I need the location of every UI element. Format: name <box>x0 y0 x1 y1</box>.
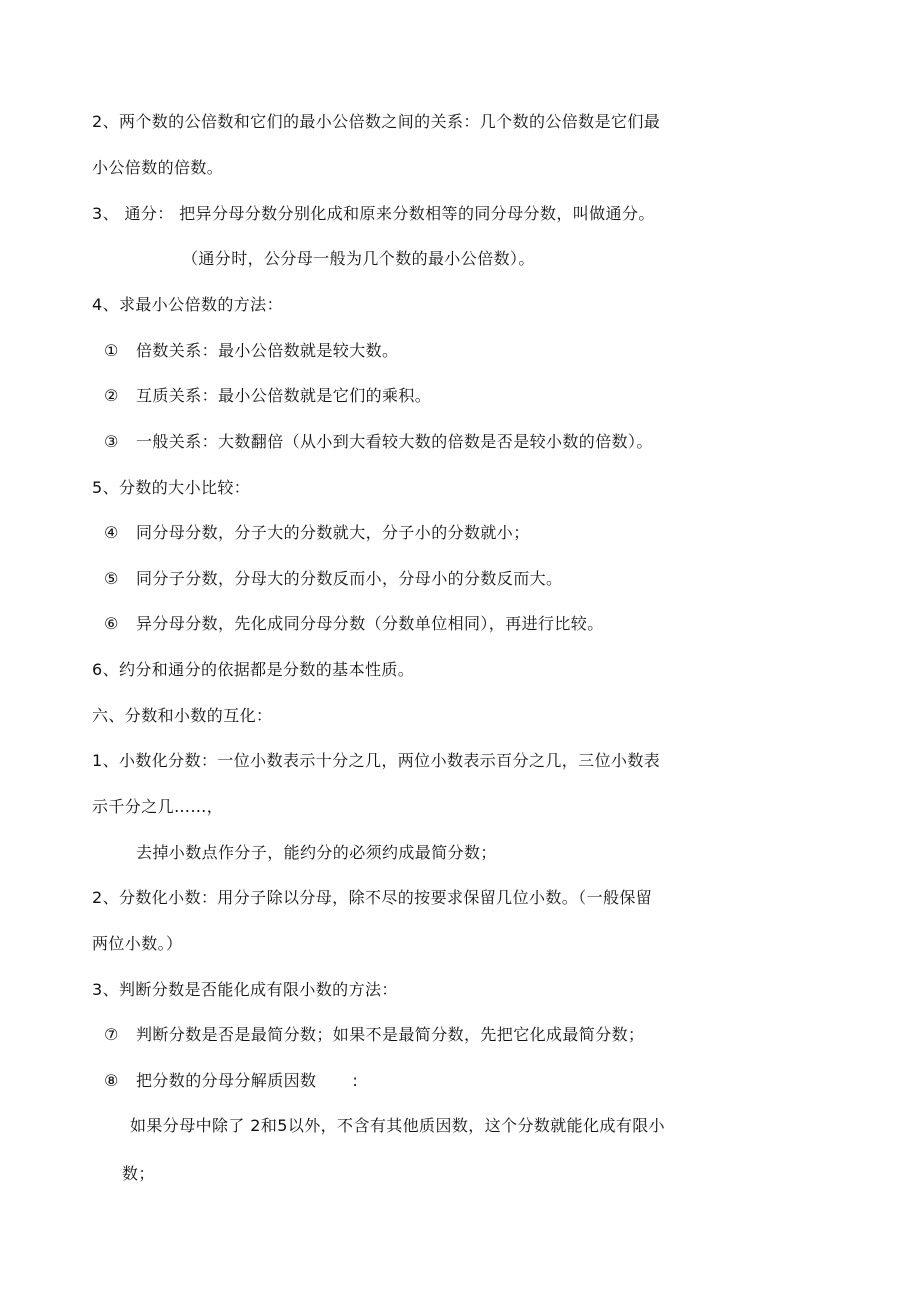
list-marker: ⑧ <box>104 1071 119 1090</box>
list-item-coprime-relation <box>104 385 431 407</box>
list-marker: ④ <box>104 523 119 542</box>
list-item-check-simplest <box>104 1024 644 1046</box>
list-item-text: 互质关系：最小公倍数就是它们的乘积。 <box>136 386 432 405</box>
list-item-text: 把分数的分母分解质因数 <box>136 1071 317 1090</box>
list-marker: ⑦ <box>104 1025 119 1044</box>
item-1-decimal-to-fraction-note: 去掉小数点作分子，能约分的必须约成最简分数； <box>136 843 497 862</box>
list-marker: ② <box>104 386 119 405</box>
list-item-same-denominator <box>104 522 530 544</box>
item-1-decimal-to-fraction-line1: 1、小数化分数：一位小数表示十分之几，两位小数表示百分之几，三位小数表 <box>92 751 661 770</box>
item-6-basis-statement: 6、约分和通分的依据都是分数的基本性质。 <box>92 660 415 679</box>
list-item-text: 判断分数是否是最简分数；如果不是最简分数，先把它化成最简分数； <box>136 1025 645 1044</box>
finite-decimal-rule-line1: 如果分母中除了 2和5以外，不含有其他质因数，这个分数就能化成有限小 <box>130 1116 666 1135</box>
item-2-common-multiples-line1: 2、两个数的公倍数和它们的最小公倍数之间的关系：几个数的公倍数是它们最 <box>92 112 661 131</box>
list-item-text: 一般关系：大数翻倍（从小到大看较大数的倍数是否是较小数的倍数）。 <box>136 432 653 451</box>
list-marker: ⑥ <box>104 614 119 633</box>
list-item-factor-denominator <box>104 1070 358 1092</box>
list-item-general-relation <box>104 431 653 453</box>
list-item-tail: : <box>352 1071 359 1090</box>
item-3-tongfen-definition: 3、 通分： 把异分母分数分别化成和原来分数相等的同分母分数，叫做通分。 <box>92 204 655 223</box>
list-item-multiple-relation <box>104 340 398 362</box>
finite-decimal-rule-line2: 数； <box>122 1164 155 1183</box>
item-3-finite-decimal-heading: 3、判断分数是否能化成有限小数的方法： <box>92 980 398 999</box>
list-item-same-numerator <box>104 568 562 590</box>
item-3-tongfen-note: （通分时，公分母一般为几个数的最小公倍数）。 <box>182 249 535 268</box>
item-2-fraction-to-decimal-line2: 两位小数。） <box>92 934 183 953</box>
item-2-common-multiples-line2: 小公倍数的倍数。 <box>92 158 224 177</box>
list-item-text: 异分母分数，先化成同分母分数（分数单位相同），再进行比较。 <box>136 614 604 633</box>
list-marker: ① <box>104 341 119 360</box>
list-item-text: 倍数关系：最小公倍数就是较大数。 <box>136 341 399 360</box>
list-marker: ③ <box>104 432 119 451</box>
item-1-decimal-to-fraction-line2: 示千分之几……， <box>92 797 224 816</box>
list-item-text: 同分母分数，分子大的分数就大，分子小的分数就小； <box>136 523 530 542</box>
item-5-fraction-comparison-heading: 5、分数的大小比较： <box>92 478 251 497</box>
list-item-text: 同分子分数，分母大的分数反而小，分母小的分数反而大。 <box>136 569 563 588</box>
item-2-fraction-to-decimal-line1: 2、分数化小数：用分子除以分母，除不尽的按要求保留几位小数。（一般保留 <box>92 888 653 907</box>
list-item-different-denominator <box>104 613 604 635</box>
list-marker: ⑤ <box>104 569 119 588</box>
section-6-heading: 六、分数和小数的互化： <box>92 706 273 725</box>
item-4-lcm-methods-heading: 4、求最小公倍数的方法： <box>92 295 283 314</box>
